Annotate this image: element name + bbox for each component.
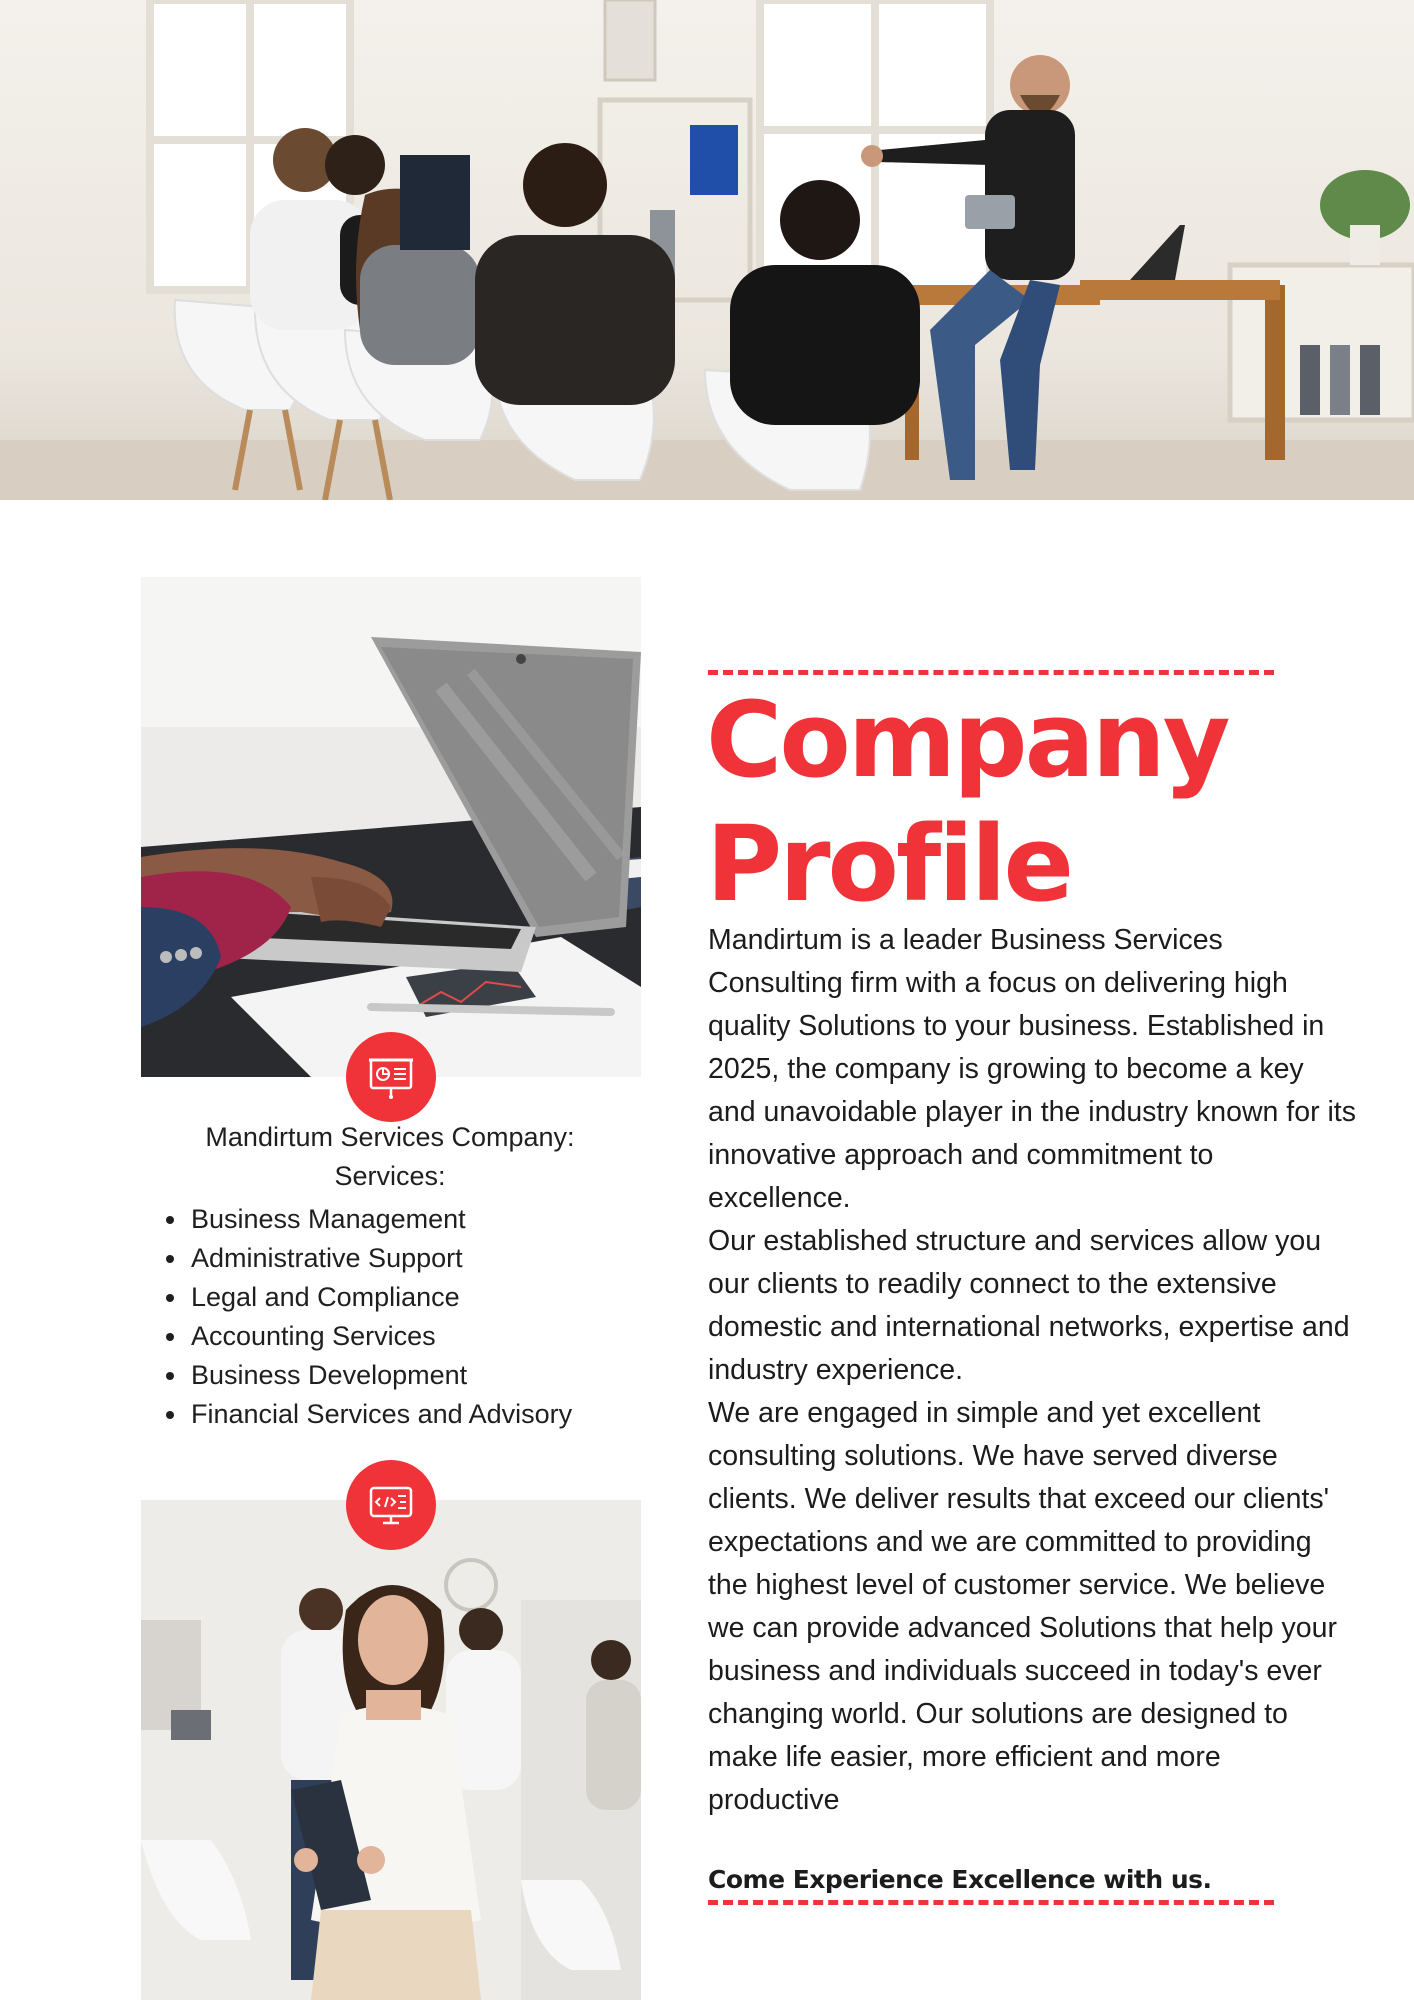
tagline: Come Experience Excellence with us.: [708, 1865, 1212, 1894]
service-item: • Accounting Services: [189, 1317, 630, 1356]
service-item: • Financial Services and Advisory: [189, 1395, 630, 1434]
woman-with-tablet-photo: [141, 1500, 641, 2000]
woman-photo-illustration: [141, 1500, 641, 2000]
tagline-divider-bottom: [708, 1900, 1274, 1905]
service-item: • Legal and Compliance: [189, 1278, 630, 1317]
hero-meeting-photo: [0, 0, 1414, 500]
page-title-line2: Profile: [706, 803, 1072, 925]
presentation-board-icon: [346, 1032, 436, 1122]
title-divider-top: [708, 670, 1274, 675]
service-item: • Administrative Support: [189, 1239, 630, 1278]
service-item: • Business Development: [189, 1356, 630, 1395]
services-heading-label: Services:: [334, 1161, 446, 1191]
page-title: [706, 678, 1346, 926]
profile-paragraph: We are engaged in simple and yet excellent consulting solutions. We have served diverse clients. We deliver results that exceed our clients' expectations and we are committed to providing the highest level of customer service. We believe we can provide advanced Solutions that help your business and individuals succeed in today's ever changing world. Our solutions are designed to make life easier, more efficient and more productive: [708, 1397, 1337, 1816]
services-heading-company: Mandirtum Services Company:: [205, 1122, 575, 1152]
presentation-board-icon-glyph: [368, 1054, 414, 1100]
page-title-line1: Company: [706, 679, 1228, 801]
profile-paragraph: Our established structure and services allow you our clients to readily connect to the extensive domestic and international networks, expertise and industry experience.: [708, 1225, 1350, 1386]
services-section: [150, 1118, 630, 1434]
hero-photo-illustration: [0, 0, 1414, 500]
code-monitor-icon-glyph: [368, 1482, 414, 1528]
laptop-photo-illustration: [141, 577, 641, 1077]
profile-body: [708, 919, 1358, 1822]
laptop-typing-photo: [141, 577, 641, 1077]
services-heading: [150, 1118, 630, 1196]
code-monitor-icon: [346, 1460, 436, 1550]
services-list: [150, 1200, 630, 1434]
service-item: • Business Management: [189, 1200, 630, 1239]
profile-paragraph: Mandirtum is a leader Business Services Consulting firm with a focus on delivering high quality Solutions to your business. Established in 2025, the company is growing to become a key and unavoidable player in the industry known for its innovative approach and commitment to excellence.: [708, 924, 1356, 1214]
